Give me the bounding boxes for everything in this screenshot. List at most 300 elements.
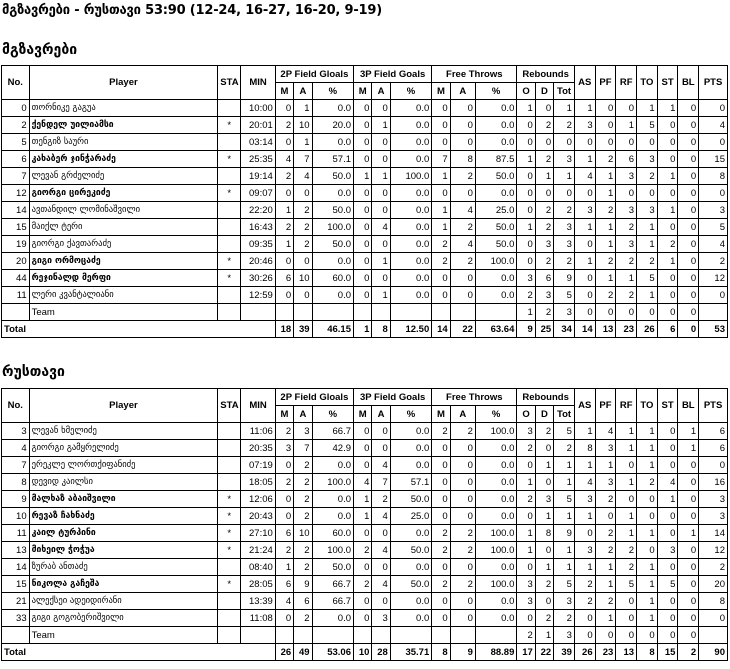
cell-pts: 15	[699, 151, 728, 168]
cell-pf: 0	[595, 508, 616, 525]
cell-a3: 4	[372, 542, 390, 559]
cell-a3: 7	[372, 474, 390, 491]
total-row	[2, 321, 728, 338]
cell-bl: 0	[678, 474, 699, 491]
cell-tot: 3	[554, 304, 575, 321]
cell-pft: 0.0	[475, 491, 516, 508]
cell-as: 0	[574, 185, 595, 202]
total-as: 26	[574, 644, 595, 661]
cell-p2: 100.0	[312, 474, 353, 491]
cell-as: 0	[574, 627, 595, 644]
cell-pf: 3	[595, 440, 616, 457]
cell-o: 0	[517, 134, 535, 151]
team-rebounds-row	[2, 304, 728, 321]
game-title: მგზავრები - რუსთავი 53:90 (12-24, 16-27, 16-20, 9-19)	[2, 3, 382, 18]
total-a2: 49	[294, 644, 312, 661]
cell-pf: 0	[595, 134, 616, 151]
cell-sta	[218, 287, 241, 304]
cell-rf: 1	[616, 508, 637, 525]
header-sub-o: O	[517, 406, 535, 423]
cell-p3: 0.0	[390, 219, 431, 236]
cell-sta	[218, 134, 241, 151]
cell-d: 2	[535, 253, 553, 270]
cell-no	[2, 304, 30, 321]
cell-bl: 0	[678, 219, 699, 236]
cell-as: 1	[574, 423, 595, 440]
cell-as: 0	[574, 287, 595, 304]
cell-a3: 0	[372, 236, 390, 253]
cell-d: 0	[535, 474, 553, 491]
total-to: 8	[637, 644, 658, 661]
cell-tot: 0	[554, 185, 575, 202]
cell-no: 0	[2, 100, 30, 117]
header-pf: PF	[595, 66, 616, 100]
total-label: Total	[2, 321, 276, 338]
cell-min: 08:40	[241, 559, 276, 576]
cell-a3: 0	[372, 270, 390, 287]
header-sub-a: A	[372, 83, 390, 100]
total-a3: 8	[372, 321, 390, 338]
cell-pts: 6	[699, 423, 728, 440]
cell-as: 8	[574, 440, 595, 457]
header-to: TO	[637, 389, 658, 423]
cell-st: 0	[657, 559, 678, 576]
cell-mft: 7	[432, 151, 450, 168]
cell-m2: 0	[275, 185, 293, 202]
cell-p2	[312, 304, 353, 321]
cell-m3: 0	[354, 423, 372, 440]
cell-mft: 0	[432, 440, 450, 457]
cell-name: გიორგი გამყრელიძე	[29, 440, 218, 457]
cell-a3: 0	[372, 151, 390, 168]
header-st: ST	[657, 389, 678, 423]
cell-o: 1	[517, 151, 535, 168]
cell-rf: 3	[616, 168, 637, 185]
cell-name: მაიქლ ტერი	[29, 219, 218, 236]
cell-a3: 1	[372, 253, 390, 270]
player-row	[2, 151, 728, 168]
cell-name: ლევან ხმელიძე	[29, 423, 218, 440]
cell-no: 12	[2, 185, 30, 202]
total-st: 6	[657, 321, 678, 338]
cell-o: 2	[517, 491, 535, 508]
cell-sta	[218, 593, 241, 610]
cell-o: 0	[517, 253, 535, 270]
cell-a3: 4	[372, 457, 390, 474]
cell-mft: 2	[432, 236, 450, 253]
cell-pft: 100.0	[475, 423, 516, 440]
cell-rf: 3	[616, 236, 637, 253]
cell-as: 1	[574, 508, 595, 525]
cell-no: 3	[2, 423, 30, 440]
cell-rf: 1	[616, 474, 637, 491]
header-minutes: MIN	[241, 66, 276, 100]
cell-aft: 0	[450, 185, 475, 202]
cell-p3: 0.0	[390, 287, 431, 304]
cell-tot: 2	[554, 253, 575, 270]
cell-rf: 2	[616, 253, 637, 270]
cell-min: 18:05	[241, 474, 276, 491]
team-rebounds-row	[2, 627, 728, 644]
cell-to: 1	[637, 610, 658, 627]
cell-m3: 0	[354, 117, 372, 134]
cell-tot: 1	[554, 559, 575, 576]
cell-a3: 0	[372, 134, 390, 151]
cell-name: Team	[29, 627, 218, 644]
header-starter: STA	[218, 389, 241, 423]
cell-sta	[218, 457, 241, 474]
cell-st: 0	[657, 219, 678, 236]
cell-sta	[218, 236, 241, 253]
cell-pf: 1	[595, 270, 616, 287]
cell-no: 19	[2, 236, 30, 253]
cell-p2: 0.0	[312, 457, 353, 474]
cell-pf: 1	[595, 559, 616, 576]
cell-d: 3	[535, 287, 553, 304]
cell-m2: 0	[275, 287, 293, 304]
player-row	[2, 542, 728, 559]
header-minutes: MIN	[241, 389, 276, 423]
cell-as: 4	[574, 474, 595, 491]
cell-st: 0	[657, 440, 678, 457]
cell-name: მიხეილ ჭოჭუა	[29, 542, 218, 559]
header-bl: BL	[678, 389, 699, 423]
cell-tot: 2	[554, 117, 575, 134]
cell-no: 15	[2, 576, 30, 593]
cell-m3: 1	[354, 491, 372, 508]
cell-d: 1	[535, 168, 553, 185]
cell-pts	[699, 304, 728, 321]
cell-a3: 1	[372, 117, 390, 134]
cell-m2: 0	[275, 508, 293, 525]
cell-pts: 3	[699, 491, 728, 508]
cell-rf: 6	[616, 151, 637, 168]
cell-to: 1	[637, 576, 658, 593]
cell-pf: 1	[595, 236, 616, 253]
cell-no: 6	[2, 151, 30, 168]
cell-m2: 2	[275, 423, 293, 440]
player-row	[2, 117, 728, 134]
cell-aft: 2	[450, 253, 475, 270]
cell-no: 14	[2, 202, 30, 219]
cell-min: 09:07	[241, 185, 276, 202]
cell-aft	[450, 627, 475, 644]
cell-pts: 0	[699, 185, 728, 202]
cell-d: 1	[535, 627, 553, 644]
cell-pts: 20	[699, 576, 728, 593]
cell-rf: 2	[616, 219, 637, 236]
header-sub-pct: %	[475, 83, 516, 100]
cell-to: 0	[637, 185, 658, 202]
cell-mft: 2	[432, 423, 450, 440]
total-aft: 22	[450, 321, 475, 338]
cell-sta: *	[218, 253, 241, 270]
cell-a2: 4	[294, 168, 312, 185]
cell-o: 3	[517, 593, 535, 610]
cell-sta: *	[218, 117, 241, 134]
cell-d: 0	[535, 100, 553, 117]
player-row	[2, 219, 728, 236]
cell-p2: 0.0	[312, 287, 353, 304]
cell-st: 0	[657, 423, 678, 440]
cell-mft: 0	[432, 610, 450, 627]
cell-to: 0	[637, 627, 658, 644]
player-row	[2, 185, 728, 202]
cell-pf: 1	[595, 185, 616, 202]
cell-to: 1	[637, 100, 658, 117]
total-bl: 2	[678, 644, 699, 661]
cell-to: 0	[637, 542, 658, 559]
cell-aft: 0	[450, 559, 475, 576]
cell-d: 6	[535, 270, 553, 287]
cell-name: გიგი გოგობერიშვილი	[29, 610, 218, 627]
total-pf: 13	[595, 321, 616, 338]
cell-p2: 66.7	[312, 576, 353, 593]
cell-mft	[432, 627, 450, 644]
cell-m2: 2	[275, 219, 293, 236]
cell-m2: 0	[275, 253, 293, 270]
team-name-away: რუსთავი	[2, 364, 65, 380]
cell-aft: 0	[450, 457, 475, 474]
cell-tot: 1	[554, 100, 575, 117]
cell-no: 10	[2, 508, 30, 525]
cell-m3: 0	[354, 593, 372, 610]
total-m3: 10	[354, 644, 372, 661]
cell-pf: 0	[595, 627, 616, 644]
cell-no: 8	[2, 474, 30, 491]
cell-min: 28:05	[241, 576, 276, 593]
cell-name: დევიდ კაილსი	[29, 474, 218, 491]
cell-pts: 6	[699, 440, 728, 457]
cell-pf: 2	[595, 491, 616, 508]
cell-o: 0	[517, 202, 535, 219]
header-sub-a: A	[450, 83, 475, 100]
cell-a3: 3	[372, 610, 390, 627]
cell-name: Team	[29, 304, 218, 321]
cell-m3: 2	[354, 576, 372, 593]
cell-m2: 2	[275, 168, 293, 185]
cell-aft: 0	[450, 593, 475, 610]
cell-no: 9	[2, 491, 30, 508]
cell-aft: 2	[450, 576, 475, 593]
cell-mft: 0	[432, 134, 450, 151]
cell-m3: 1	[354, 508, 372, 525]
cell-m2: 1	[275, 236, 293, 253]
header-bl: BL	[678, 66, 699, 100]
cell-a3: 0	[372, 440, 390, 457]
cell-pf: 0	[595, 304, 616, 321]
cell-p3: 0.0	[390, 593, 431, 610]
cell-p3: 0.0	[390, 117, 431, 134]
cell-pts: 4	[699, 117, 728, 134]
cell-min: 07:19	[241, 457, 276, 474]
cell-a3	[372, 304, 390, 321]
cell-to: 1	[637, 287, 658, 304]
cell-no: 20	[2, 253, 30, 270]
cell-min: 21:24	[241, 542, 276, 559]
cell-bl: 0	[678, 151, 699, 168]
cell-p3: 0.0	[390, 236, 431, 253]
cell-p2: 20.0	[312, 117, 353, 134]
cell-pf: 2	[595, 593, 616, 610]
total-a3: 28	[372, 644, 390, 661]
cell-pf: 3	[595, 474, 616, 491]
cell-m3: 0	[354, 440, 372, 457]
cell-st: 1	[657, 253, 678, 270]
cell-a3: 0	[372, 185, 390, 202]
cell-min: 20:43	[241, 508, 276, 525]
cell-rf: 2	[616, 287, 637, 304]
cell-pf: 2	[595, 542, 616, 559]
cell-d: 0	[535, 440, 553, 457]
cell-sta	[218, 423, 241, 440]
cell-m2: 0	[275, 491, 293, 508]
cell-rf: 3	[616, 202, 637, 219]
cell-m3: 0	[354, 559, 372, 576]
cell-rf: 0	[616, 610, 637, 627]
header-sub-m: M	[275, 83, 293, 100]
cell-tot: 2	[554, 440, 575, 457]
cell-o: 3	[517, 423, 535, 440]
header-starter: STA	[218, 66, 241, 100]
cell-a2: 2	[294, 559, 312, 576]
cell-p3: 0.0	[390, 185, 431, 202]
total-p2: 53.06	[312, 644, 353, 661]
cell-m2: 1	[275, 559, 293, 576]
cell-sta: *	[218, 576, 241, 593]
cell-m2: 6	[275, 525, 293, 542]
cell-as: 0	[574, 525, 595, 542]
cell-p2: 0.0	[312, 100, 353, 117]
cell-p2: 66.7	[312, 593, 353, 610]
cell-m2: 0	[275, 457, 293, 474]
cell-m2	[275, 627, 293, 644]
cell-to: 1	[637, 219, 658, 236]
header-sub-d: D	[535, 406, 553, 423]
total-row	[2, 644, 728, 661]
cell-aft: 0	[450, 100, 475, 117]
cell-rf: 0	[616, 593, 637, 610]
cell-no	[2, 627, 30, 644]
cell-o: 0	[517, 610, 535, 627]
cell-a3: 2	[372, 491, 390, 508]
cell-tot: 9	[554, 525, 575, 542]
cell-name: გიგი ორმოცაძე	[29, 253, 218, 270]
cell-o: 2	[517, 287, 535, 304]
cell-tot: 0	[554, 134, 575, 151]
cell-pf: 2	[595, 525, 616, 542]
cell-p2: 50.0	[312, 168, 353, 185]
cell-p3: 0.0	[390, 100, 431, 117]
cell-min	[241, 627, 276, 644]
cell-pf: 2	[595, 253, 616, 270]
cell-rf: 0	[616, 100, 637, 117]
cell-as: 0	[574, 304, 595, 321]
cell-name: გიორგი ცირეკიძე	[29, 185, 218, 202]
cell-aft: 0	[450, 491, 475, 508]
cell-m2: 4	[275, 151, 293, 168]
cell-min: 20:46	[241, 253, 276, 270]
cell-pts: 2	[699, 253, 728, 270]
cell-a2: 2	[294, 491, 312, 508]
cell-no: 13	[2, 542, 30, 559]
cell-as: 3	[574, 202, 595, 219]
player-row	[2, 610, 728, 627]
total-to: 26	[637, 321, 658, 338]
cell-m2: 1	[275, 202, 293, 219]
cell-a2	[294, 627, 312, 644]
total-pft: 88.89	[475, 644, 516, 661]
cell-no: 21	[2, 593, 30, 610]
header-sub-m: M	[354, 83, 372, 100]
header-player: Player	[29, 389, 218, 423]
cell-mft: 0	[432, 270, 450, 287]
cell-bl: 0	[678, 593, 699, 610]
cell-d: 1	[535, 457, 553, 474]
total-rf: 13	[616, 644, 637, 661]
cell-rf: 0	[616, 627, 637, 644]
cell-as: 4	[574, 168, 595, 185]
cell-bl: 0	[678, 576, 699, 593]
team-name-home: მგზავრები	[2, 42, 78, 58]
cell-a3: 4	[372, 219, 390, 236]
cell-pf: 0	[595, 100, 616, 117]
player-row	[2, 236, 728, 253]
cell-pft	[475, 304, 516, 321]
cell-pft: 25.0	[475, 202, 516, 219]
cell-o: 1	[517, 304, 535, 321]
cell-tot: 5	[554, 576, 575, 593]
cell-sta: *	[218, 508, 241, 525]
cell-no: 4	[2, 440, 30, 457]
cell-pft: 100.0	[475, 542, 516, 559]
cell-bl: 1	[678, 423, 699, 440]
cell-as: 0	[574, 610, 595, 627]
cell-min: 12:06	[241, 491, 276, 508]
cell-m2: 0	[275, 610, 293, 627]
cell-rf: 0	[616, 304, 637, 321]
cell-p3: 0.0	[390, 457, 431, 474]
cell-mft: 0	[432, 593, 450, 610]
header-sub-m: M	[354, 406, 372, 423]
cell-min: 13:39	[241, 593, 276, 610]
cell-a3: 0	[372, 559, 390, 576]
cell-as: 1	[574, 219, 595, 236]
cell-tot: 1	[554, 474, 575, 491]
cell-sta: *	[218, 491, 241, 508]
cell-mft: 2	[432, 525, 450, 542]
cell-tot: 5	[554, 287, 575, 304]
cell-to: 1	[637, 457, 658, 474]
cell-sta	[218, 559, 241, 576]
cell-a2: 0	[294, 185, 312, 202]
total-pf: 23	[595, 644, 616, 661]
cell-no: 2	[2, 117, 30, 134]
cell-p3: 0.0	[390, 253, 431, 270]
header-no: No.	[2, 389, 30, 423]
total-d: 25	[535, 321, 553, 338]
cell-st: 0	[657, 627, 678, 644]
cell-name: ქენდელ უილიამსი	[29, 117, 218, 134]
cell-p2: 66.7	[312, 423, 353, 440]
header-as: AS	[574, 66, 595, 100]
total-mft: 14	[432, 321, 450, 338]
cell-p2: 60.0	[312, 525, 353, 542]
cell-st: 0	[657, 117, 678, 134]
cell-pts: 12	[699, 542, 728, 559]
header-st: ST	[657, 66, 678, 100]
cell-tot: 1	[554, 508, 575, 525]
